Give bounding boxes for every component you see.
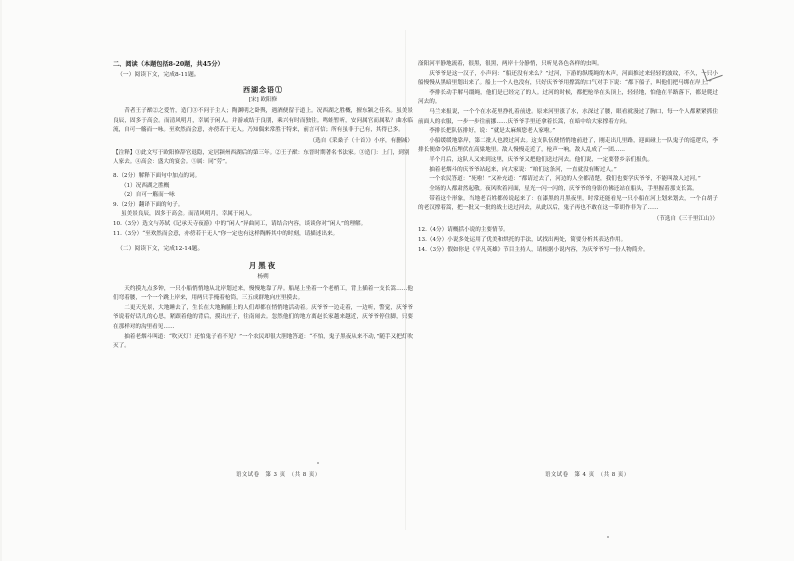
question-8-item-2: （2）自可一觞而一咏 [121,192,175,199]
right-page-footer: 语文试卷 第 4 页 （共 8 页） [545,472,630,478]
story-paragraph-11: 抽着老烟斗的庆爷爷站起来，向大家说：“咱们这条河，一直就没有断过人。” [429,166,617,173]
subsection-1-heading: （一）阅读下文，完成8-11题。 [117,71,200,78]
story-paragraph-10: 半个月后，这队人又来到这里，庆爷爷又把他们送过河去。他们说，一定要替乡亲们报仇。 [429,157,653,164]
question-list-2 [418,226,718,255]
question-12: 12.（4分）请概括小说的主要情节。 [418,227,509,234]
story-author: 杨朔 [257,273,269,280]
story-paragraph-1: 天约摸九点多钟，一只小船悄悄地从北岸划过来，慢慢地靠了岸。船尾上坐着一个老梢工，背上插着一支长篙……他们弯着腰，一个一个跳上岸来，用两只手掩着枪筒，三五成群地向庄里摸去。 [113,285,413,302]
story-paragraph-8: 李排长把队伍排好，说：“就是太麻烦您老人家啦。” [429,128,556,135]
story-paragraph-4: 滏阳河平静地流着，很黑，很黑，两岸十分静悄，只听见各色各样的虫叫。 [418,61,603,67]
scan-speck [607,536,609,538]
classical-text-source: （选自《采桑子（十首）》小序，有删减） [309,138,413,145]
classical-text-author: [宋] 欧阳修 [248,96,278,103]
annotation-note: 【注释】①此文写于欧阳修辞官退隐，定居颍州西湖后的第三年。②王子猷：东晋时期著名书法家。③造门：上门，到别人家去。④高会：盛大的宴会。⑤属：同“劳”。 [113,149,410,166]
question-10: 10.（3分）选文与苏轼《记承天寺夜游》中的“闲人”异曲同工，请结合内容，谈谈你对“闲人”的理解。 [113,220,367,227]
question-list-1 [113,172,413,239]
left-page-footer: 语文试卷 第 3 页 （共 8 页） [236,472,321,478]
story-paragraph-7: 马兰来报说，一个个在水花里挣扎着前进。原来河里涨了水，水深过了腰，眼看就漫过了胸口，每一个人都紧紧抓住前面人的衣服，一步一步往前挪……庆爷爷手里还拿着长篙，在暗中给大家撑着方向。 [418,109,718,125]
question-9-item: 虽美景良辰，固多于高会。而清风明月，幸属于闲人。 [121,211,256,218]
scan-edge [0,0,2,561]
story-paragraph-6: 李排长动手解马缰绳，他们是已经完了的人。过河的时候，都把枪举在头顶上，轻轻地，怕他在半路落下，都是爬过河去的。 [418,89,718,106]
story-paragraph-14: 带着这个形象，当地老百姓都传说起来了：在漆黑的月黑夜里，时常还能看见一只小船在河上划来划去，一个白胡子的老汉撑着篙，把一批又一批的战士送过河去，从此以后，鬼子再也不敢在这一带胡作非为了…… [418,195,718,212]
question-9: 9.（2分）翻译下面的句子。 [113,201,184,208]
right-page [418,60,718,255]
subsection-2-heading: （二）阅读下文，完成12-14题。 [117,246,204,253]
left-page [113,60,413,352]
story-paragraph-3: 抽着老烟斗叫道：“吹灭灯！还怕鬼子看不见？”一个农民却很大胆地答道：“不怕，鬼子黑夜从来不动，”随手又把灯吹灭了。 [113,333,413,350]
story-source: （节选自《三千里江山》） [653,215,718,222]
story-paragraph-5: 庆爷爷是这一汉子，小声问：“船还没有来么？”过河，下游的纵缆绳的木声，河面推过来轻轻的波纹，不久，一只小船慢慢从黑暗里划出来了。船上一个人也没有，只好庆爷爷用撑篙的口气对手下说：“都下船子，叫他们把马绑在岸上。” [418,70,718,87]
story-paragraph-2: 二更天光景，大地睡去了，生长在大地胸脯上的人们却都在悄悄地活动着。庆爷爷一边走着，一边听，警觉，庆爷爷爷说着好话儿的心思，紧跟着他的背后，摸出庄子，往南闹去。忽然他们的地方离赵长家越来越近，庆爷爷停住脚，只要在那样对的沟里看见…… [113,304,413,330]
classical-text-title: 西湖念语① [243,84,283,94]
question-8-item-1: （1）况西湖之胜概 [121,182,170,189]
story-paragraph-13: 全场的人都肃然起敬。夜风吹着河面，星光一闪一闪的，庆爷爷的身影仿佛还站在船头，手里握着那支长篙。 [429,185,698,192]
story-paragraph-9: 小船缓缓地靠岸，第二批人也渡过河去。这支队伍便悄悄地前进了，刚走出几里路，迎面碰上一队鬼子的巡逻兵，李排长便命令队伍埋伏在高粱地里。敌人慢慢走近了，枪声一响，敌人乱成了一团…… [418,137,718,154]
section-heading: 二、阅读（本题包括8-20题，共45分） [113,61,224,68]
scan-speck [317,462,319,464]
classical-text-body: 昔者王子猷②之爱竹，造门③不问于主人；陶渊明之卧舆，遇酒便留于道上。况西湖之胜概，擅东颍之佳名。虽美景良辰，固多于高会。而清风明月，幸属于闲人。并游或结于良朋，乘兴有时而独往。鸣蛙暂听，安问属官而属私？曲水临流，自可一觞而一咏。至欢然而会意，亦傍若于无人。乃知偶来常胜于特来，前言可信；所有虽非于己有，其得已多。 [113,108,413,134]
question-8: 8.（2分）解释下面句中加点的词。 [113,172,201,179]
story-paragraph-12: 一个农民答道：“死啦！”又补充道：“都请过去了，河边的人全都清楚，我们也要学庆爷爷，不能叫敌人过河。” [429,176,701,183]
question-11: 11.（3分）“至欢然而会意，亦傍若于无人”你一定也有这样陶醉其中的时刻，请描述出来。 [113,230,339,237]
question-13: 13.（4分）小说多处运用了优美和烘托的手法，试找出两处，简要分析其表达作用。 [418,236,627,243]
story-title: 月黑夜 [248,261,278,271]
question-14: 14.（3分）假如你是《平凡英雄》节目主持人，请根据小说内容，为庆爷爷写一份人物简介。 [418,246,649,253]
